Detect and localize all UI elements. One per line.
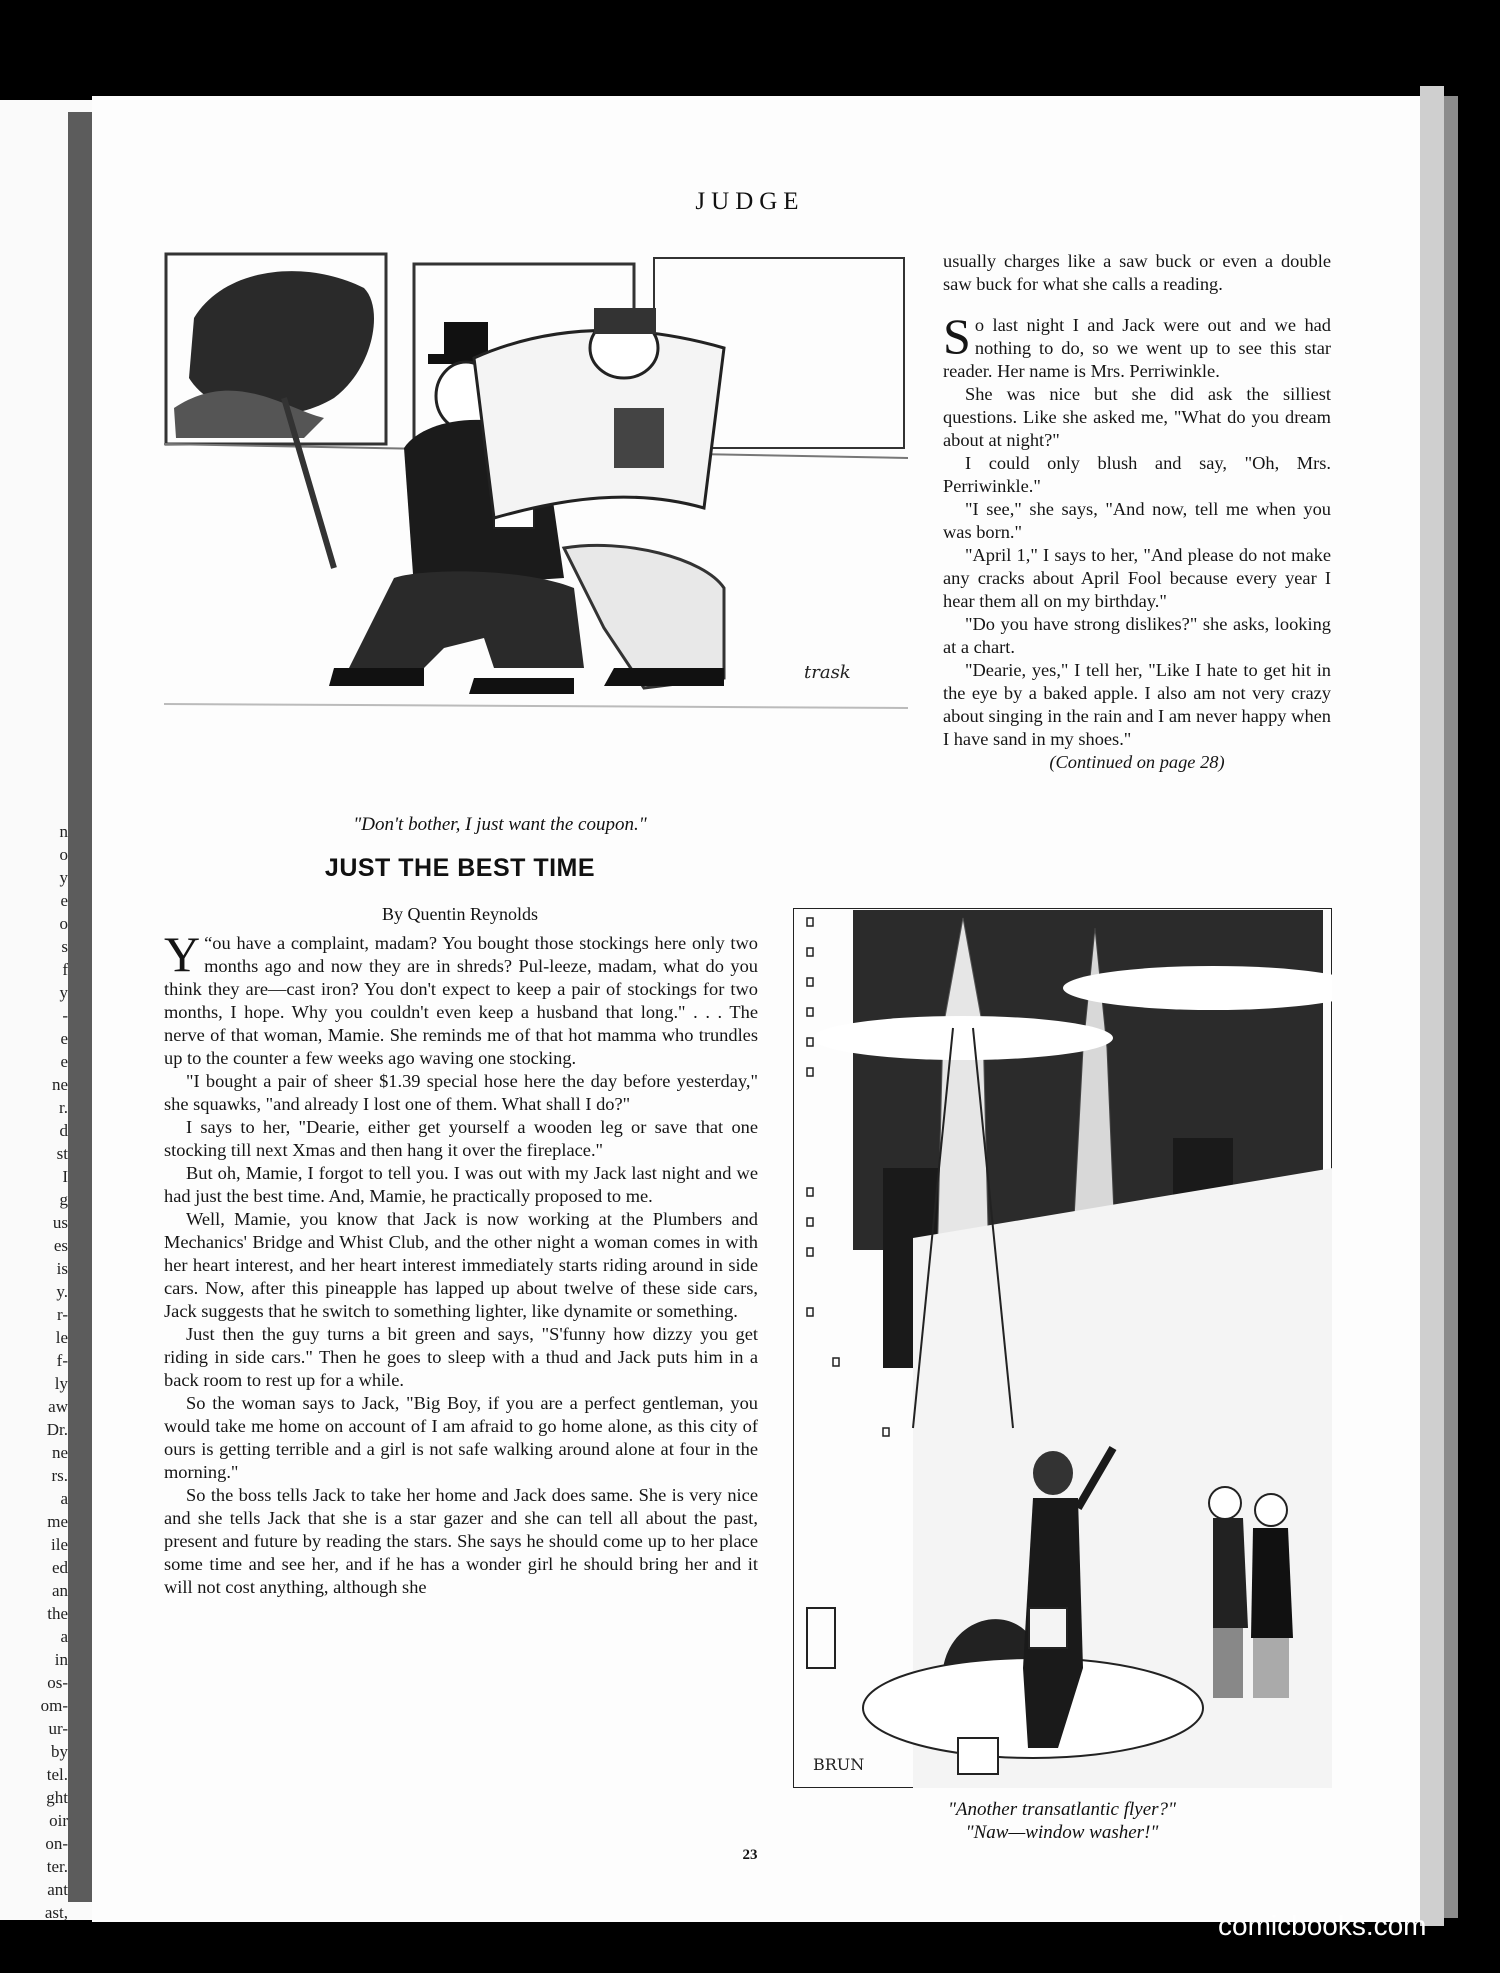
left-page-fragment: rs. (51, 1466, 68, 1485)
cartoon-caption: "Another transatlantic flyer?" "Naw—window washer!" (947, 1799, 1177, 1843)
article-title: JUST THE BEST TIME (324, 854, 596, 882)
left-page-fragment: ile (51, 1535, 68, 1554)
article-paragraph: But oh, Mamie, I forgot to tell you. I was out with my Jack last night and we had just the best time. And, Mamie, he practically proposed to me. (164, 1163, 758, 1206)
left-page-fragment: y. (56, 1282, 68, 1301)
artist-signature: BRUN (813, 1755, 865, 1774)
left-page-fragment: on- (45, 1834, 68, 1853)
article-column-right (943, 250, 1331, 774)
left-page-fragment: an (51, 1581, 68, 1600)
watermark: comicbooks.com (1218, 1910, 1427, 1941)
left-page-fragment: y (59, 868, 68, 887)
drop-cap: S (943, 308, 971, 364)
article-paragraph: I could only blush and say, "Oh, Mrs. Perriwinkle." (943, 453, 1331, 496)
article-paragraph: So the woman says to Jack, "Big Boy, if you are a perfect gentleman, you would take me home on account of I am afraid to go home alone, as this city of ours is getting terrible and a girl is not safe walking around alone at four in the morning." (164, 1393, 758, 1482)
left-page-fragment: - (62, 1006, 68, 1025)
left-page-fragment: a (60, 1489, 68, 1508)
artist-signature: trask (804, 662, 851, 683)
cartoon-newspaper-readers (164, 248, 908, 788)
left-page-fragment: is (56, 1259, 68, 1278)
article-paragraph: "Dearie, yes," I tell her, "Like I hate to get hit in the eye by a baked apple. I also am not very crazy about singing in the rain and I am never happy when I have sand in my shoes." (943, 660, 1331, 749)
left-page-fragment: es (53, 1236, 68, 1255)
left-page-fragment: e (60, 891, 68, 910)
article-paragraph: usually charges like a saw buck or even a double saw buck for what she calls a reading. (943, 251, 1331, 294)
left-page-fragment: ter. (46, 1857, 68, 1876)
article-column-left (164, 926, 758, 1599)
left-page-fragment: st (56, 1144, 68, 1163)
left-page-fragment: f (62, 960, 68, 979)
page-edge-shadow (1444, 96, 1458, 1918)
left-page-fragment: ant (47, 1880, 68, 1899)
left-page-fragment: I (62, 1167, 68, 1186)
page-edge (1420, 86, 1444, 1926)
left-page-fragment: Dr. (46, 1420, 68, 1439)
article-paragraph: "I see," she says, "And now, tell me when you was born." (943, 499, 1331, 542)
article-paragraph: “ Y ou have a complaint, madam? You bought those stockings here only two months ago and now they are in shreds? Pul-leeze, madam, what do you think they are—cast iron? You don't expect to keep a pair of stockings for two months, I hope. Why you couldn't even keep a husband that long." . . . The nerve of that woman, Mamie. She reminds me of that hot mamma who trundles up to the counter a few weeks ago waving one stocking. (164, 926, 758, 1068)
left-page-fragment: ed (51, 1558, 68, 1577)
left-page-fragment: d (59, 1121, 68, 1140)
left-page-fragments (2, 820, 68, 1920)
article-paragraph: "April 1," I says to her, "And please do not make any cracks about April Fool because every year I hear them all on my birthday." (943, 545, 1331, 611)
left-page-fragment: r. (59, 1098, 68, 1117)
left-page-fragment: me (47, 1512, 68, 1531)
article-paragraph: She was nice but she did ask the silliest questions. Like she asked me, "What do you dream about at night?" (943, 384, 1331, 450)
left-page-fragment: r- (57, 1305, 68, 1324)
article-paragraph: "I bought a pair of sheer $1.39 special hose here the day before yesterday," she squawks, "and already I lost one of them. What shall I do?" (164, 1071, 758, 1114)
left-page-fragment: o (59, 845, 68, 864)
left-page-fragment: g (59, 1190, 68, 1209)
article-byline: By Quentin Reynolds (382, 904, 538, 924)
left-page-fragment: ne (51, 1075, 68, 1094)
cartoon-skyscraper (793, 908, 1332, 1788)
left-page-fragment: s (61, 937, 68, 956)
article-paragraph: So last night I and Jack were out and we had nothing to do, so we went up to see this star reader. Her name is Mrs. Perriwinkle. (943, 308, 1331, 381)
left-page-fragment: tel. (46, 1765, 68, 1784)
page-gutter (68, 112, 92, 1902)
left-page-fragment: e (60, 1029, 68, 1048)
left-page-fragment: ght (46, 1788, 68, 1807)
article-paragraph: Well, Mamie, you know that Jack is now working at the Plumbers and Mechanics' Bridge and Whist Club, and the other night a woman comes in with her heart interest, and her heart interest immediately starts riding around in side cars. Now, after this pineapple has lapped up about twelve of these side cars, Jack suggests that he switch to something lighter, like dynamite or something. (164, 1209, 758, 1321)
cartoon-caption: "Don't bother, I just want the coupon." (353, 814, 647, 835)
left-page-fragment: a (60, 1627, 68, 1646)
article-paragraph: I says to her, "Dearie, either get yourself a wooden leg or save that one stocking till next Xmas and then hang it over the fireplace." (164, 1117, 758, 1160)
left-page-fragment: oir (49, 1811, 68, 1830)
article-paragraph: "Do you have strong dislikes?" she asks, looking at a chart. (943, 614, 1331, 657)
drop-cap: Y (164, 926, 201, 982)
left-page-fragment: the (47, 1604, 68, 1623)
left-page-fragment: ne (51, 1443, 68, 1462)
left-page-fragment: le (55, 1328, 68, 1347)
left-page-fragment: om- (40, 1696, 68, 1715)
article-paragraph: Just then the guy turns a bit green and says, "S'funny how dizzy you get riding in side cars." Then he goes to sleep with a thud and Jack puts him in a back room to rest up for a while. (164, 1324, 758, 1390)
left-page-fragment: ast, (44, 1903, 68, 1920)
left-page-fragment: in (54, 1650, 68, 1669)
left-page-fragment: ur- (48, 1719, 68, 1738)
left-page-fragment: y (59, 983, 68, 1002)
left-page-fragment: ly (54, 1374, 68, 1393)
magazine-header: JUDGE (695, 188, 805, 215)
bucket (958, 1738, 998, 1774)
left-page-fragment: n (59, 822, 68, 841)
left-page-fragment: e (60, 1052, 68, 1071)
left-page-fragment: by (51, 1742, 68, 1761)
page-number: 23 (742, 1847, 758, 1863)
left-page-fragment: us (52, 1213, 68, 1232)
left-page-fragment: aw (48, 1397, 68, 1416)
left-page-fragment: f- (56, 1351, 68, 1370)
article-paragraph: So the boss tells Jack to take her home and Jack does same. She is very nice and she tells Jack that she is a star gazer and she can tell all about the past, present and future by reading the stars. She says he should come up to her place some time and see her, and if he has a wonder girl he should bring her and it will not cost anything, although she (164, 1485, 758, 1597)
left-page-fragment: o (59, 914, 68, 933)
continued-note: (Continued on page 28) (1049, 752, 1225, 772)
left-page-fragment: os- (47, 1673, 68, 1692)
